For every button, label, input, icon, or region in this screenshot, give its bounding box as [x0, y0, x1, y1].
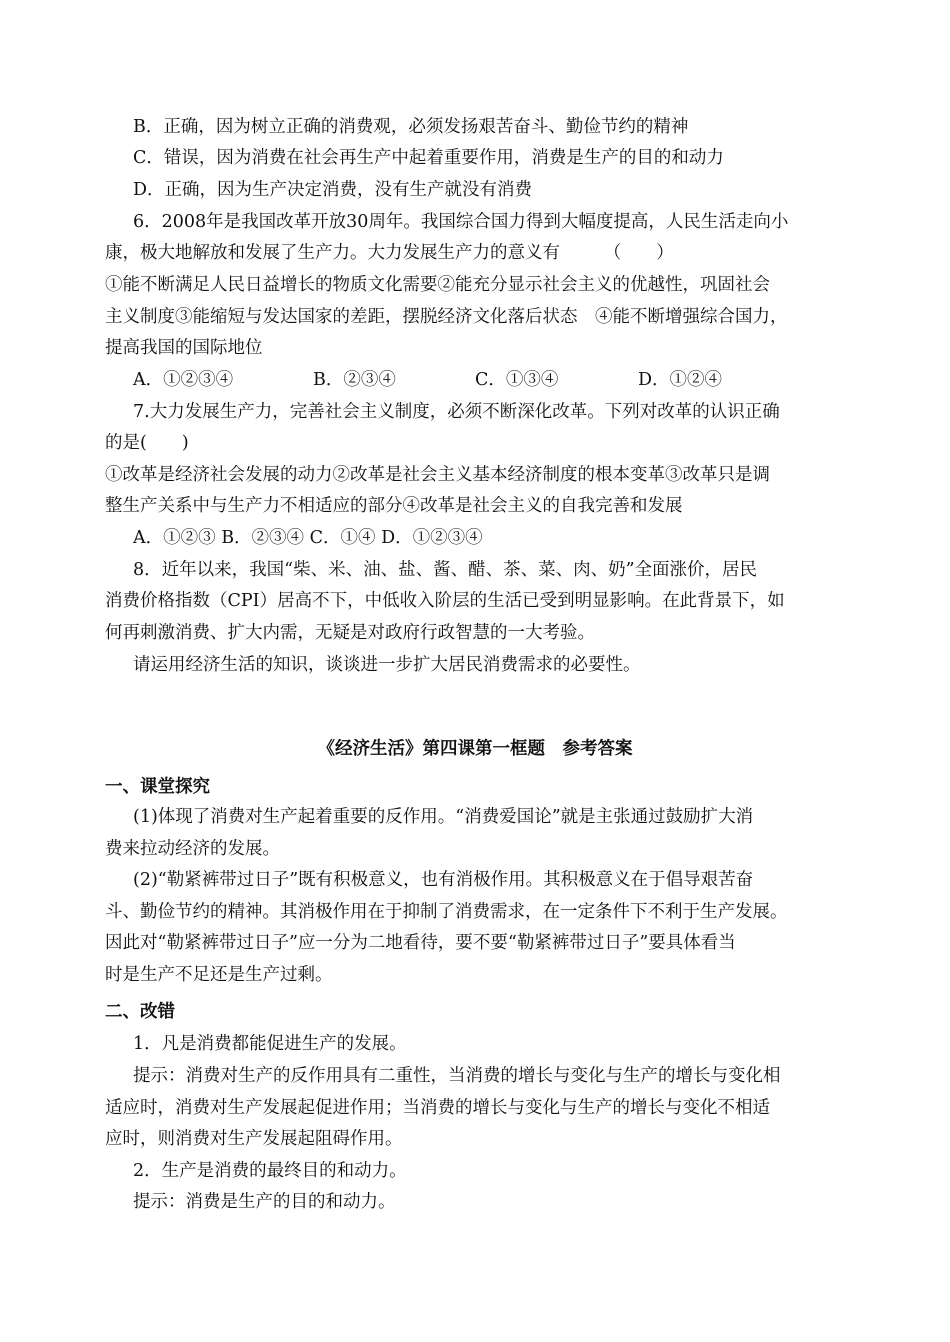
- q5-option-d: D．正确，因为生产决定消费，没有生产就没有消费: [133, 180, 533, 200]
- q6-option-a: A．①②③④: [133, 370, 234, 390]
- q7-line-3: ①改革是经济社会发展的动力②改革是社会主义基本经济制度的根本变革③改革只是调: [105, 465, 770, 485]
- q6-line-3: ①能不断满足人民日益增长的物质文化需要②能充分显示社会主义的优越性，巩固社会: [105, 275, 770, 295]
- q6-line-4: 主义制度③能缩短与发达国家的差距，摆脱经济文化落后状态 ④能不断增强综合国力，: [105, 307, 788, 327]
- section-1-heading: 一、课堂探究: [105, 777, 210, 797]
- q8-line-1: 8．近年以来，我国“柴、米、油、盐、酱、醋、茶、菜、肉、奶”全面涨价，居民: [133, 560, 758, 580]
- q8-line-4: 请运用经济生活的知识，谈谈进一步扩大居民消费需求的必要性。: [133, 655, 641, 675]
- q6-line-5: 提高我国的国际地位: [105, 338, 263, 358]
- correction-2-hint: 提示：消费是生产的目的和动力。: [133, 1192, 396, 1212]
- correction-1-hint-3: 应时，则消费对生产发展起阻碍作用。: [105, 1129, 403, 1149]
- q6-line-1: 6．2008年是我国改革开放30周年。我国综合国力得到大幅度提高，人民生活走向小: [133, 212, 789, 232]
- q6-option-b: B．②③④: [313, 370, 396, 390]
- correction-2: 2．生产是消费的最终目的和动力。: [133, 1161, 407, 1181]
- q7-line-4: 整生产关系中与生产力不相适应的部分④改革是社会主义的自我完善和发展: [105, 496, 683, 516]
- answer-2-line-3: 因此对“勒紧裤带过日子”应一分为二地看待，要不要“勒紧裤带过日子”要具体看当: [105, 933, 736, 953]
- answer-2-line-1: (2)“勒紧裤带过日子”既有积极意义，也有消极作用。其积极意义在于倡导艰苦奋: [133, 870, 754, 890]
- q8-line-2: 消费价格指数（CPI）居高不下，中低收入阶层的生活已受到明显影响。在此背景下，如: [105, 591, 785, 611]
- section-2-heading: 二、改错: [105, 1002, 175, 1022]
- answer-1-line-1: (1)体现了消费对生产起着重要的反作用。“消费爱国论”就是主张通过鼓励扩大消: [133, 807, 754, 827]
- q6-option-c: C．①③④: [475, 370, 559, 390]
- answer-2-line-4: 时是生产不足还是生产过剩。: [105, 965, 333, 985]
- answer-1-line-2: 费来拉动经济的发展。: [105, 839, 280, 859]
- q8-line-3: 何再刺激消费、扩大内需，无疑是对政府行政智慧的一大考验。: [105, 623, 595, 643]
- q5-option-c: C．错误，因为消费在社会再生产中起着重要作用，消费是生产的目的和动力: [133, 148, 724, 168]
- q6-options: [133, 368, 773, 392]
- q5-option-b: B．正确，因为树立正确的消费观，必须发扬艰苦奋斗、勤俭节约的精神: [133, 117, 689, 137]
- correction-1-hint-2: 适应时，消费对生产发展起促进作用；当消费的增长与变化与生产的增长与变化不相适: [105, 1098, 770, 1118]
- q7-options: A．①②③ B．②③④ C．①④ D．①②③④: [133, 528, 483, 548]
- correction-1: 1．凡是消费都能促进生产的发展。: [133, 1034, 407, 1054]
- correction-1-hint-1: 提示：消费对生产的反作用具有二重性，当消费的增长与变化与生产的增长与变化相: [133, 1066, 781, 1086]
- q7-line-1: 7.大力发展生产力，完善社会主义制度，必须不断深化改革。下列对改革的认识正确: [133, 402, 780, 422]
- q7-line-2: 的是( ): [105, 433, 189, 453]
- q6-option-d: D．①②④: [638, 370, 723, 390]
- q6-line-2: 康，极大地解放和发展了生产力。大力发展生产力的意义有 （ ）: [105, 243, 674, 263]
- answer-2-line-2: 斗、勤俭节约的精神。其消极作用在于抑制了消费需求，在一定条件下不利于生产发展。: [105, 902, 788, 922]
- answer-title: 《经济生活》第四课第一框题 参考答案: [317, 739, 633, 759]
